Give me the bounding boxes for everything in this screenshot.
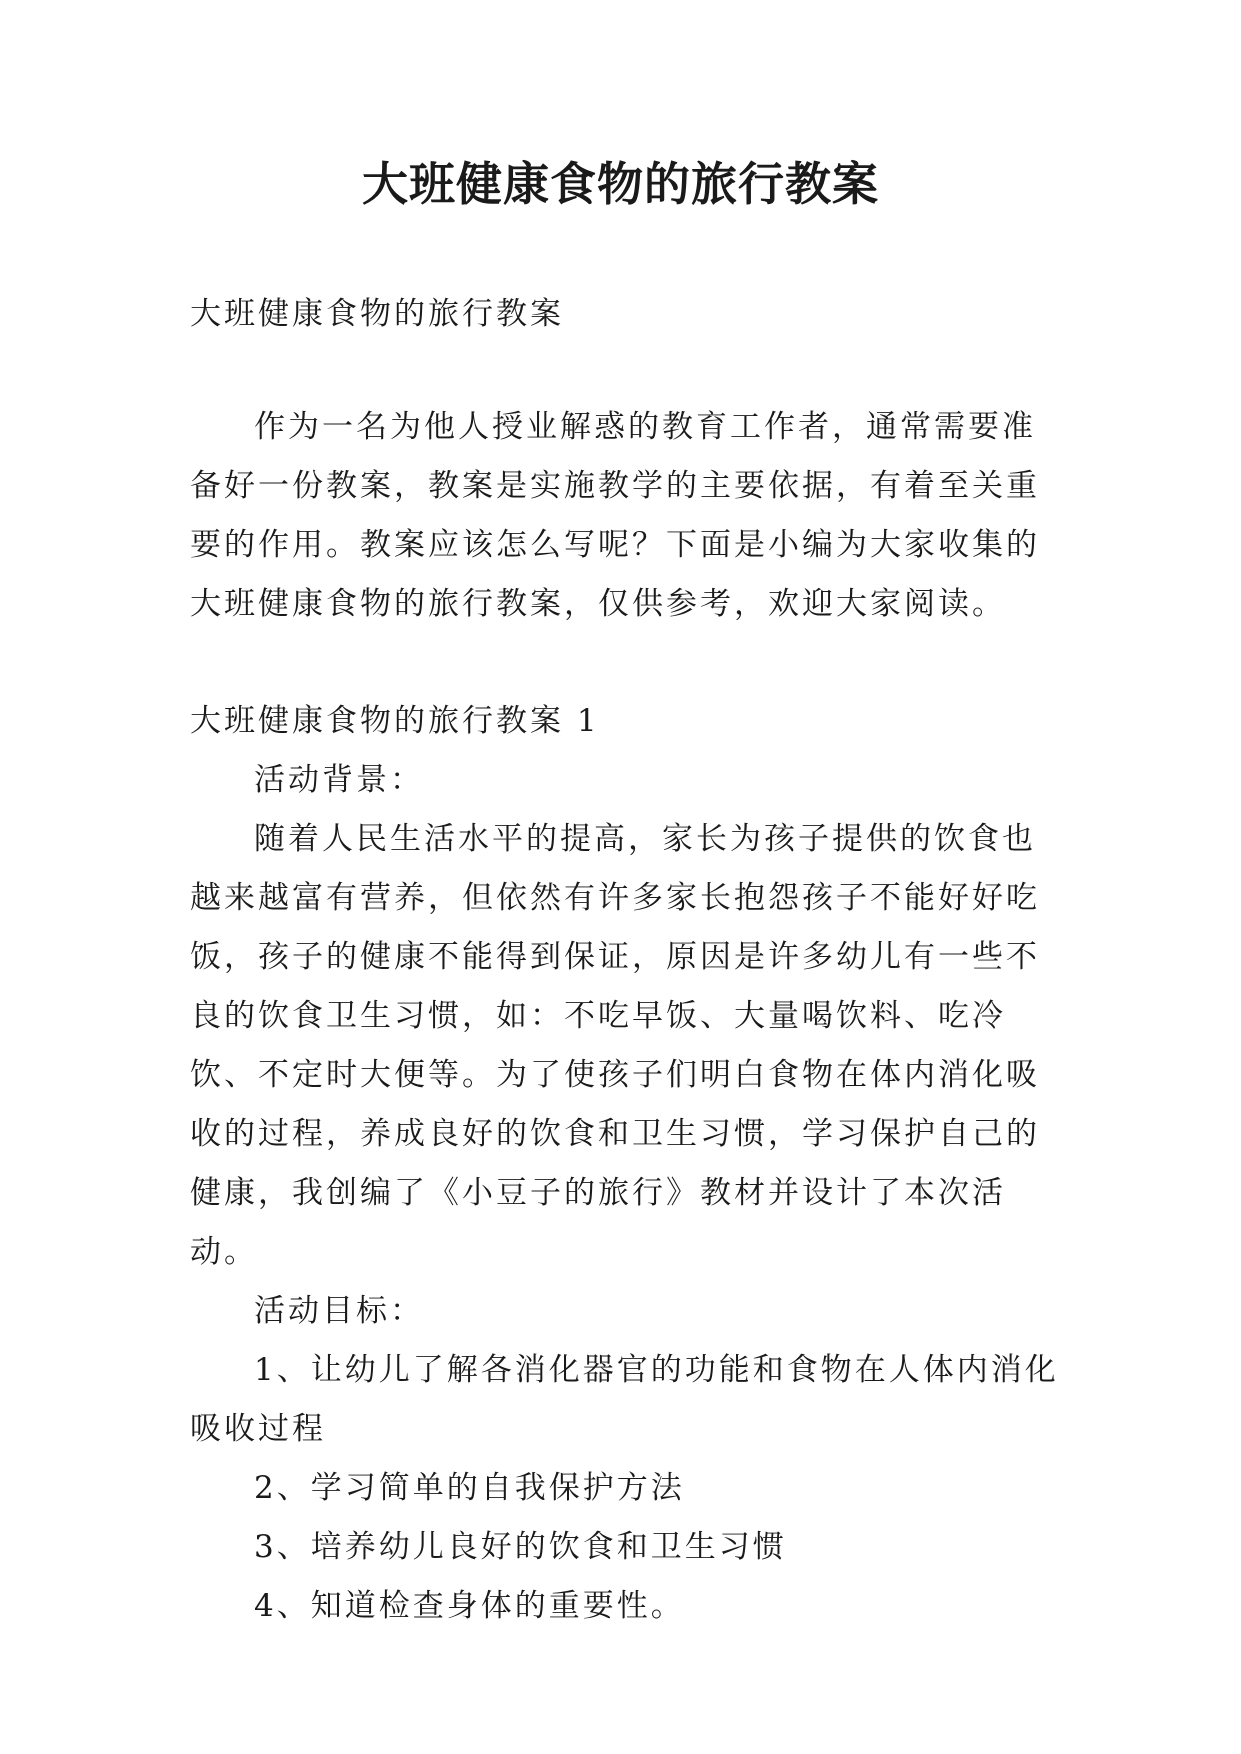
goal-item: 2、学习简单的自我保护方法 bbox=[254, 1470, 685, 1506]
goal-item: 1、让幼儿了解各消化器官的功能和食物在人体内消化吸收过程 bbox=[190, 1352, 1059, 1447]
document-subtitle: 大班健康食物的旅行教案 bbox=[190, 296, 564, 332]
goals-label: 活动目标： bbox=[254, 1293, 424, 1329]
intro-paragraph: 作为一名为他人授业解惑的教育工作者，通常需要准备好一份教案，教案是实施教学的主要依据，有着至关重要的作用。教案应该怎么写呢？下面是小编为大家收集的大班健康食物的旅行教案，仅供参考，欢迎大家阅读。 bbox=[190, 409, 1040, 622]
goal-item: 4、知道检查身体的重要性。 bbox=[254, 1588, 685, 1624]
background-label: 活动背景： bbox=[254, 762, 424, 798]
document-title: 大班健康食物的旅行教案 bbox=[362, 157, 879, 211]
lesson-plan-section bbox=[190, 692, 1060, 1636]
section-heading: 大班健康食物的旅行教案 1 bbox=[190, 703, 600, 739]
goal-item: 3、培养幼儿良好的饮食和卫生习惯 bbox=[254, 1529, 787, 1565]
background-paragraph: 随着人民生活水平的提高，家长为孩子提供的饮食也越来越富有营养，但依然有许多家长抱怨孩子不能好好吃饭，孩子的健康不能得到保证，原因是许多幼儿有一些不良的饮食卫生习惯，如：不吃早饭、大量喝饮料、吃冷饮、不定时大便等。为了使孩子们明白食物在体内消化吸收的过程，养成良好的饮食和卫生习惯，学习保护自己的健康，我创编了《小豆子的旅行》教材并设计了本次活动。 bbox=[190, 821, 1040, 1270]
